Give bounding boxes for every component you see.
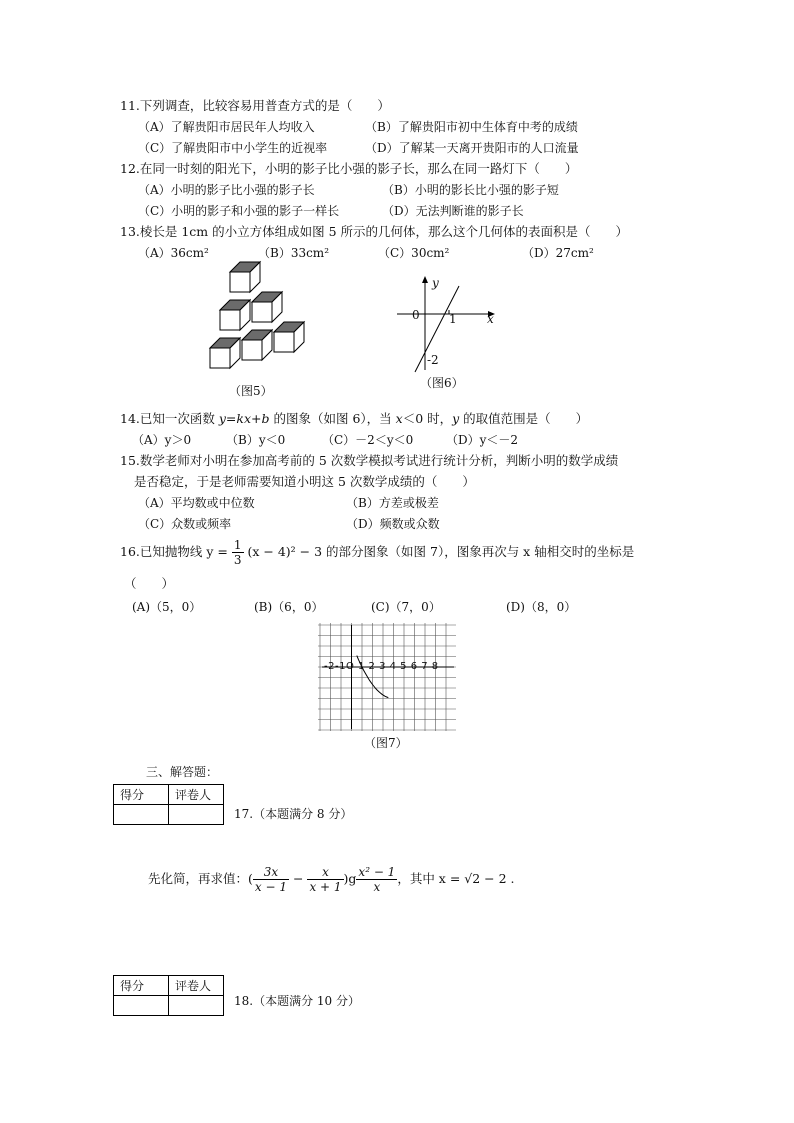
q11-option-b: （B）了解贵阳市初中生体育中考的成绩 [365, 120, 578, 134]
figure-6-x-label: x [487, 312, 494, 326]
q16-option-d: (D)（8，0） [506, 600, 577, 614]
figure-6-y-label: y [432, 276, 439, 290]
q14-option-c: （C）－2＜y＜0 [322, 433, 414, 447]
figure-6-y-tick: -2 [427, 353, 439, 367]
q17-title: 17.（本题满分 8 分） [234, 807, 353, 821]
score-table-q17: 得分 评卷人 [113, 784, 224, 825]
q12-option-b: （B）小明的影长比小强的影子短 [382, 183, 559, 197]
figure-7-caption: （图7） [364, 736, 408, 750]
q11-option-a: （A）了解贵阳市居民年人均收入 [138, 120, 315, 134]
q13-option-c: （C）30cm² [378, 246, 450, 260]
q16-option-b: (B)（6，0） [254, 600, 324, 614]
q15-option-c: （C）众数或频率 [138, 517, 232, 531]
q15-option-d: （D）频数或众数 [346, 517, 440, 531]
q13-stem: 13.棱长是 1cm 的小立方体组成如图 5 所示的几何体，那么这个几何体的表面积是（ ） [120, 224, 629, 239]
q14-option-a: （A）y＞0 [132, 433, 192, 447]
q11-option-d: （D）了解某一天离开贵阳市的人口流量 [365, 141, 579, 155]
section-3-title: 三、解答题： [146, 765, 219, 779]
figure-6-caption: （图6） [420, 376, 464, 390]
q12-option-d: （D）无法判断谁的影子长 [382, 204, 524, 218]
q12-option-c: （C）小明的影子和小强的影子一样长 [138, 204, 340, 218]
figure-5-caption: （图5） [229, 384, 273, 398]
figure-7-parabola-grid [318, 623, 456, 731]
q16-option-a: (A)（5，0） [132, 600, 202, 614]
q14-option-d: （D）y＜－2 [446, 433, 519, 447]
q17-expression: 先化简，再求值：( $\frac{3x}{x - 1}$ − $\frac{x}{x + 1}$ )g $\frac{\text{x² − 1}}{x}$ ，其中 x = √2 − 2 . [148, 865, 515, 894]
figure-6-x-tick: 1 [449, 312, 457, 326]
q16-option-c: (C)（7，0） [371, 600, 441, 614]
figure-7-axis-labels: -2-1O 1 2 3 4 5 6 7 8 [324, 661, 439, 672]
q15-option-a: （A）平均数或中位数 [138, 496, 255, 510]
q18-title: 18.（本题满分 10 分） [234, 994, 360, 1008]
q15-option-b: （B）方差或极差 [346, 496, 439, 510]
q13-option-b: （B）33cm² [258, 246, 329, 260]
q11-option-c: （C）了解贵阳市中小学生的近视率 [138, 141, 328, 155]
q12-stem: 12.在同一时刻的阳光下，小明的影子比小强的影子长，那么在同一路灯下（ ） [120, 161, 578, 176]
q13-option-d: （D）27cm² [522, 246, 594, 260]
q11-stem: 11.下列调查，比较容易用普查方式的是（ ） [120, 98, 390, 113]
q16-stem-line2: （ ） [124, 576, 175, 591]
q15-stem-line1: 15.数学老师对小明在参加高考前的 5 次数学模拟考试进行统计分析，判断小明的数学成绩 [120, 453, 619, 468]
q15-stem-line2: 是否稳定，于是老师需要知道小明这 5 次数学成绩的（ ） [134, 474, 475, 489]
q16-fraction: $\frac{1}{3}$ [233, 538, 242, 567]
q12-option-a: （A）小明的影子比小强的影子长 [138, 183, 315, 197]
q13-option-a: （A）36cm² [138, 246, 209, 260]
figure-6-origin-label: 0 [412, 308, 420, 322]
score-table-q18: 得分 评卷人 [113, 975, 224, 1016]
q16-stem: 16.已知抛物线 y = $\frac{1}{3}$ (x − 4)² − 3 的部分图象（如图 7），图象再次与 x 轴相交时的坐标是 [120, 538, 635, 567]
figure-5-cube-stack [198, 258, 323, 383]
q14-option-b: （B）y＜0 [226, 433, 286, 447]
q14-stem: 14.已知一次函数 y=kx+b 的图象（如图 6），当 x＜0 时，y 的取值范围是（ ） [120, 411, 589, 426]
